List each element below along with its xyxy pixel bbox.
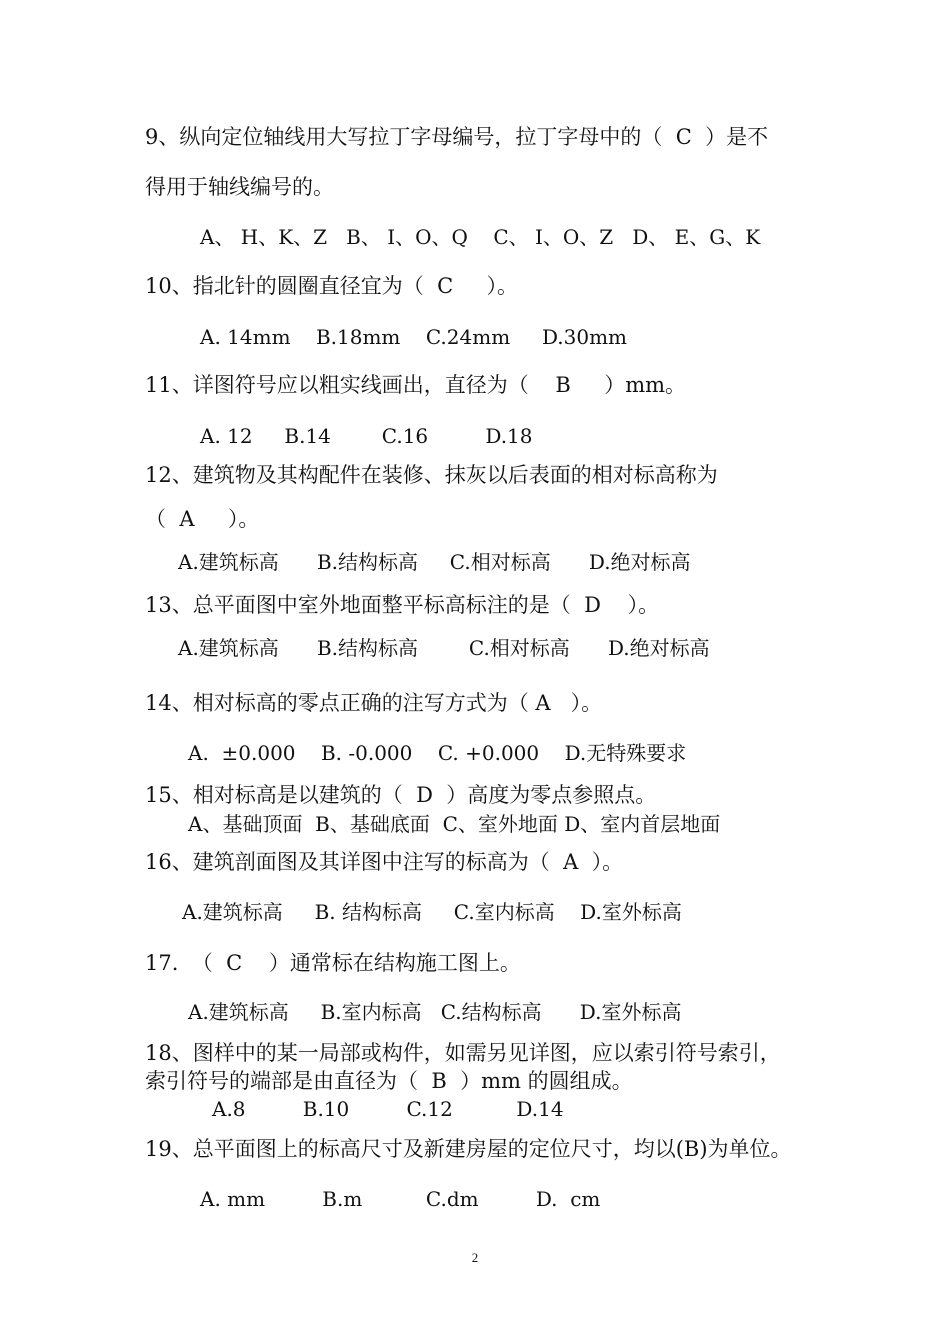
- question-14: 14、相对标高的零点正确的注写方式为（ A ）。: [145, 691, 603, 715]
- question-13-options: A.建筑标高 B.结构标高 C.相对标高 D.绝对标高: [178, 636, 710, 660]
- question-9-line-1: 9、纵向定位轴线用大写拉丁字母编号，拉丁字母中的（ C ）是不: [145, 125, 769, 149]
- question-11-options: A. 12 B.14 C.16 D.18: [200, 424, 533, 448]
- question-11: 11、详图符号应以粗实线画出，直径为（ B ）mm。: [145, 373, 687, 397]
- question-9-line-2: 得用于轴线编号的。: [145, 175, 334, 199]
- question-19-options: A. mm B.m C.dm D. cm: [200, 1187, 601, 1211]
- question-9-options: A、 H、K、Z B、 I、O、Q C、 I、O、Z D、 E、G、K: [200, 225, 761, 249]
- question-12-line-1: 12、建筑物及其构配件在装修、抹灰以后表面的相对标高称为: [145, 463, 718, 487]
- question-18-options: A.8 B.10 C.12 D.14: [212, 1097, 564, 1121]
- question-15-options: A、基础顶面 B、基础底面 C、室外地面 D、室内首层地面: [188, 812, 721, 836]
- question-17-options: A.建筑标高 B.室内标高 C.结构标高 D.室外标高: [188, 1000, 682, 1024]
- question-19: 19、总平面图上的标高尺寸及新建房屋的定位尺寸，均以(B)为单位。: [145, 1137, 792, 1161]
- question-12-options: A.建筑标高 B.结构标高 C.相对标高 D.绝对标高: [178, 550, 691, 574]
- question-15: 15、相对标高是以建筑的（ D ）高度为零点参照点。: [145, 783, 657, 807]
- question-18-line-2: 索引符号的端部是由直径为（ B ）mm 的圆组成。: [145, 1069, 633, 1093]
- question-17: 17. （ C ）通常标在结构施工图上。: [145, 951, 521, 975]
- question-18-line-1: 18、图样中的某一局部或构件，如需另见详图，应以索引符号索引，: [145, 1041, 781, 1065]
- question-10-options: A. 14mm B.18mm C.24mm D.30mm: [200, 325, 628, 349]
- question-16: 16、建筑剖面图及其详图中注写的标高为（ A ）。: [145, 850, 624, 874]
- page-number: 2: [471, 1250, 479, 1265]
- question-10: 10、指北针的圆圈直径宜为（ C ）。: [145, 274, 519, 298]
- question-12-line-2: （ A ）。: [145, 507, 260, 531]
- question-14-options: A. ±0.000 B. -0.000 C. +0.000 D.无特殊要求: [188, 741, 687, 765]
- question-16-options: A.建筑标高 B. 结构标高 C.室内标高 D.室外标高: [182, 900, 682, 924]
- question-13: 13、总平面图中室外地面整平标高标注的是（ D ）。: [145, 593, 660, 617]
